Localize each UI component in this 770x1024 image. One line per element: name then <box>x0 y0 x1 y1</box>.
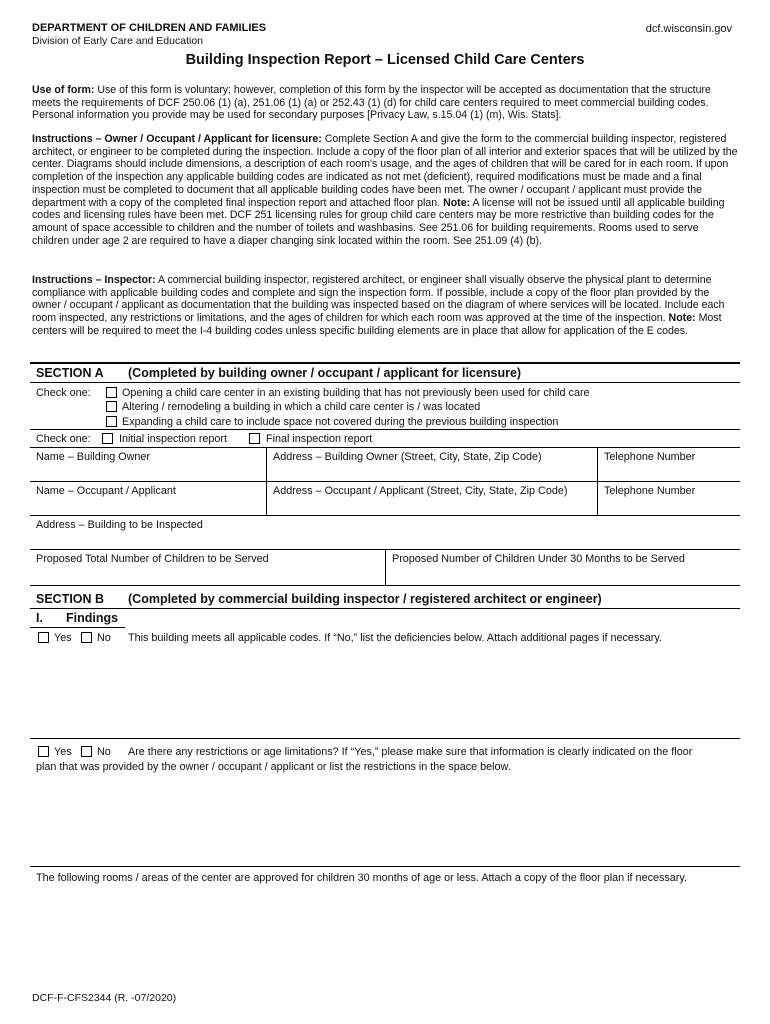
findings-number: I. <box>36 611 43 625</box>
restrictions-no-checkbox[interactable] <box>81 746 92 757</box>
use-of-form-paragraph <box>32 84 738 122</box>
owner-note-text: A license will not be issued until all applicable building codes and licensing rules have been met. DCF 251 licensing rules for group child care centers may be more restrictive than building codes for the amount of space accessible to children and the number of toilets and washbasins. See 251.06 for building requirements. Rooms used to serve children under age 2 are required to have a diaper changing sink located within the room. See 251.09 (4) (b). <box>32 196 725 247</box>
section-a-top-rule <box>30 362 740 364</box>
inspector-instructions-text: A commercial building inspector, registered architect, or engineer shall visually observe the physical plant to determine compliance with applicable building codes and complete and sign the inspection form. If possible, include a copy of the floor plan provided by the owner / occupant / applicant as documentation that the building was inspected based on the diagram of where services will be located. Include each room inspected, any restrictions or limitations, and the ages of children for which each room was approved at the time of the inspection. <box>32 274 725 325</box>
inspector-instructions-label: Instructions – Inspector: <box>32 274 156 286</box>
owner-name-label: Name – Building Owner <box>36 451 151 463</box>
section-b-label: SECTION B <box>36 592 105 606</box>
owner-instructions-text: Complete Section A and give the form to the commercial building inspector, registered architect, or engineer to be completed during the inspection. Include a copy of the floor plan of all interior and exterior spaces that will be utilized by the center. Diagrams should include dimensions, a description of each room's usage, and the ages of children that will be cared for in each room. If upon completion of the inspection any applicable building codes are indicated as not met (deficient), required modifications must be made and a final inspection must be completed to document that all applicable building codes have been met. The owner / occupant / applicant must provide the department with a copy of the completed final inspection report and attached floor plan. <box>32 133 738 209</box>
findings-underline <box>30 627 125 628</box>
occupant-row-rule <box>30 515 740 516</box>
final-inspection-checkbox[interactable] <box>249 433 260 444</box>
findings-heading: Findings <box>66 611 119 625</box>
final-inspection-label: Final inspection report <box>266 433 373 445</box>
use-of-form-text: Use of this form is voluntary; however, completion of this form by the inspector will be accepted as documentation that the structure meets the requirements of DCF 250.06 (1) (a), 251.06 (1) (a) or 252.43 (1) (d) for child care centers required to meet commercial building codes. Personal information you provide may be used for secondary purposes [Privacy Law, s.15.04 (1) (m), Wis. Stats]. <box>32 84 711 122</box>
occupant-phone-label: Telephone Number <box>604 485 696 497</box>
initial-inspection-label: Initial inspection report <box>119 433 228 445</box>
altering-remodeling-checkbox[interactable] <box>106 401 117 412</box>
restrictions-no-label: No <box>97 746 111 758</box>
check-one-inspection-label: Check one: <box>36 433 91 445</box>
occupant-name-label: Name – Occupant / Applicant <box>36 485 176 497</box>
inspector-note-label: Note: <box>668 312 696 325</box>
restrictions-yes-checkbox[interactable] <box>38 746 49 757</box>
codes-met-no-checkbox[interactable] <box>81 632 92 643</box>
children-row-divider <box>385 549 386 585</box>
building-address-label: Address – Building to be Inspected <box>36 519 203 531</box>
codes-met-no-label: No <box>97 632 111 644</box>
restrictions-question-line-2: plan that was provided by the owner / occupant / applicant or list the restrictions in the space below. <box>36 761 511 773</box>
department-name: DEPARTMENT OF CHILDREN AND FAMILIES <box>32 22 267 34</box>
division-name: Division of Early Care and Education <box>32 35 204 47</box>
rooms-approved-text: The following rooms / areas of the center are approved for children 30 months of age or less. Attach a copy of the floor plan if necessary. <box>36 872 687 884</box>
use-of-form-label: Use of form: <box>32 84 95 96</box>
inspector-note-text: Most centers will be required to meet the I-4 building codes unless specific building elements are in place that allow for application of the E codes. <box>32 312 722 337</box>
section-a-heading: (Completed by building owner / occupant / applicant for licensure) <box>128 366 522 380</box>
inspector-instructions-paragraph <box>32 274 738 338</box>
opening-new-center-label: Opening a child care center in an existing building that has not previously been used for child care <box>122 387 590 399</box>
initial-inspection-checkbox[interactable] <box>102 433 113 444</box>
under-30-months-label: Proposed Number of Children Under 30 Months to be Served <box>392 553 685 565</box>
owner-row-divider-1 <box>266 447 267 481</box>
expanding-center-checkbox[interactable] <box>106 416 117 427</box>
page-title: Building Inspection Report – Licensed Child Care Centers <box>185 52 585 68</box>
codes-met-yes-label: Yes <box>54 632 72 644</box>
section-b-heading-rule <box>30 608 740 609</box>
restrictions-question-line-1: Are there any restrictions or age limitations? If “Yes,” please make sure that information is clearly indicated on the floor <box>128 746 693 758</box>
owner-instructions-label: Instructions – Owner / Occupant / Applicant for licensure: <box>32 133 322 145</box>
owner-note-label: Note: <box>443 196 471 209</box>
section-a-heading-rule <box>30 382 740 383</box>
section-b-heading: (Completed by commercial building inspector / registered architect or engineer) <box>128 592 602 606</box>
opening-new-center-checkbox[interactable] <box>106 387 117 398</box>
website: dcf.wisconsin.gov <box>645 23 732 35</box>
altering-remodeling-label: Altering / remodeling a building in which a child care center is / was located <box>122 401 481 413</box>
owner-address-label: Address – Building Owner (Street, City, State, Zip Code) <box>273 451 542 463</box>
total-children-label: Proposed Total Number of Children to be Served <box>36 553 269 565</box>
codes-met-yes-checkbox[interactable] <box>38 632 49 643</box>
form-number: DCF-F-CFS2344 (R. -07/2020) <box>32 992 177 1004</box>
check-one-reason-label: Check one: <box>36 387 91 399</box>
deficiencies-rule <box>30 738 740 739</box>
owner-instructions-paragraph <box>32 133 738 247</box>
section-a-label: SECTION A <box>36 366 104 380</box>
expanding-center-label: Expanding a child care to include space not covered during the previous building inspection <box>122 416 559 428</box>
codes-met-question: This building meets all applicable codes. If “No,” list the deficiencies below. Attach additional pages if necessary. <box>128 632 662 644</box>
restrictions-rule <box>30 866 740 867</box>
owner-row-rule <box>30 481 740 482</box>
occupant-address-label: Address – Occupant / Applicant (Street, City, State, Zip Code) <box>273 485 568 497</box>
owner-phone-label: Telephone Number <box>604 451 696 463</box>
occupant-row-divider-1 <box>266 481 267 515</box>
reason-rule <box>30 429 740 430</box>
restrictions-yes-label: Yes <box>54 746 72 758</box>
inspection-type-rule <box>30 447 740 448</box>
children-row-rule <box>30 585 740 586</box>
